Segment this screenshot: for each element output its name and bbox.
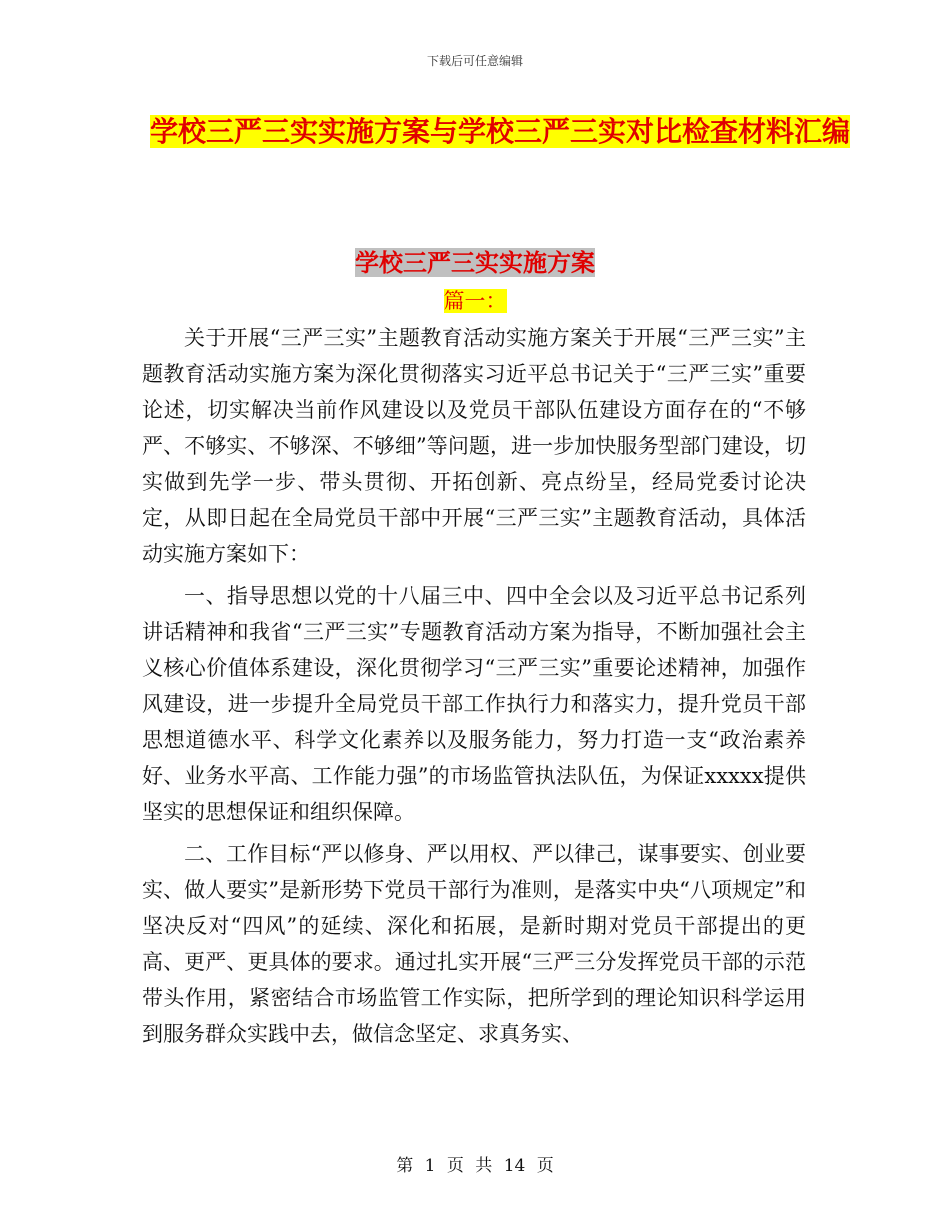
document-title-text: 学校三严三实实施方案与学校三严三实对比检查材料汇编 — [149, 115, 850, 148]
section-title-text: 学校三严三实实施方案 — [355, 248, 595, 277]
paragraph-work-goals: 二、工作目标“严以修身、严以用权、严以律己，谋事要实、创业要实、做人要实”是新形势下党员干部行为准则，是落实中央“八项规定”和坚决反对“四风”的延续、深化和拓展，是新时期对党员干部提出的更高、更严、更具体的要求。通过扎实开展“三严三分发挥党员干部的示范带头作用，紧密结合市场监管工作实际，把所学到的理论知识科学运用到服务群众实践中去，做信念坚定、求真务实、 — [142, 842, 806, 1046]
subsection-title-text: 篇一： — [443, 289, 507, 313]
document-title — [140, 110, 860, 154]
body-text — [142, 320, 806, 1058]
paragraph-intro: 关于开展“三严三实”主题教育活动实施方案关于开展“三严三实”主题教育活动实施方案为深化贯彻落实习近平总书记关于“三严三实”重要论述，切实解决当前作风建设以及党员干部队伍建设方面存在的“不够严、不够实、不够深、不够细”等问题，进一步加快服务型部门建设，切实做到先学一步、带头贯彻、开拓创新、亮点纷呈，经局党委讨论决定，从即日起在全局党员干部中开展“三严三实”主题教育活动，具体活动实施方案如下： — [142, 326, 806, 566]
subsection-title — [0, 286, 950, 316]
page-footer: 第 1 页 共 14 页 — [396, 1156, 554, 1176]
header-note: 下载后可任意编辑 — [426, 54, 523, 68]
section-title — [0, 245, 950, 281]
paragraph-guiding-ideology: 一、指导思想以党的十八届三中、四中全会以及习近平总书记系列讲话精神和我省“三严三实”专题教育活动方案为指导，不断加强社会主义核心价值体系建设，深化贯彻学习“三严三实”重要论述精神，加强作风建设，进一步提升全局党员干部工作执行力和落实力，提升党员干部思想道德水平、科学文化素养以及服务能力，努力打造一支“政治素养好、业务水平高、工作能力强”的市场监管执法队伍，为保证xxxxx提供坚实的思想保证和组织保障。 — [142, 584, 806, 824]
